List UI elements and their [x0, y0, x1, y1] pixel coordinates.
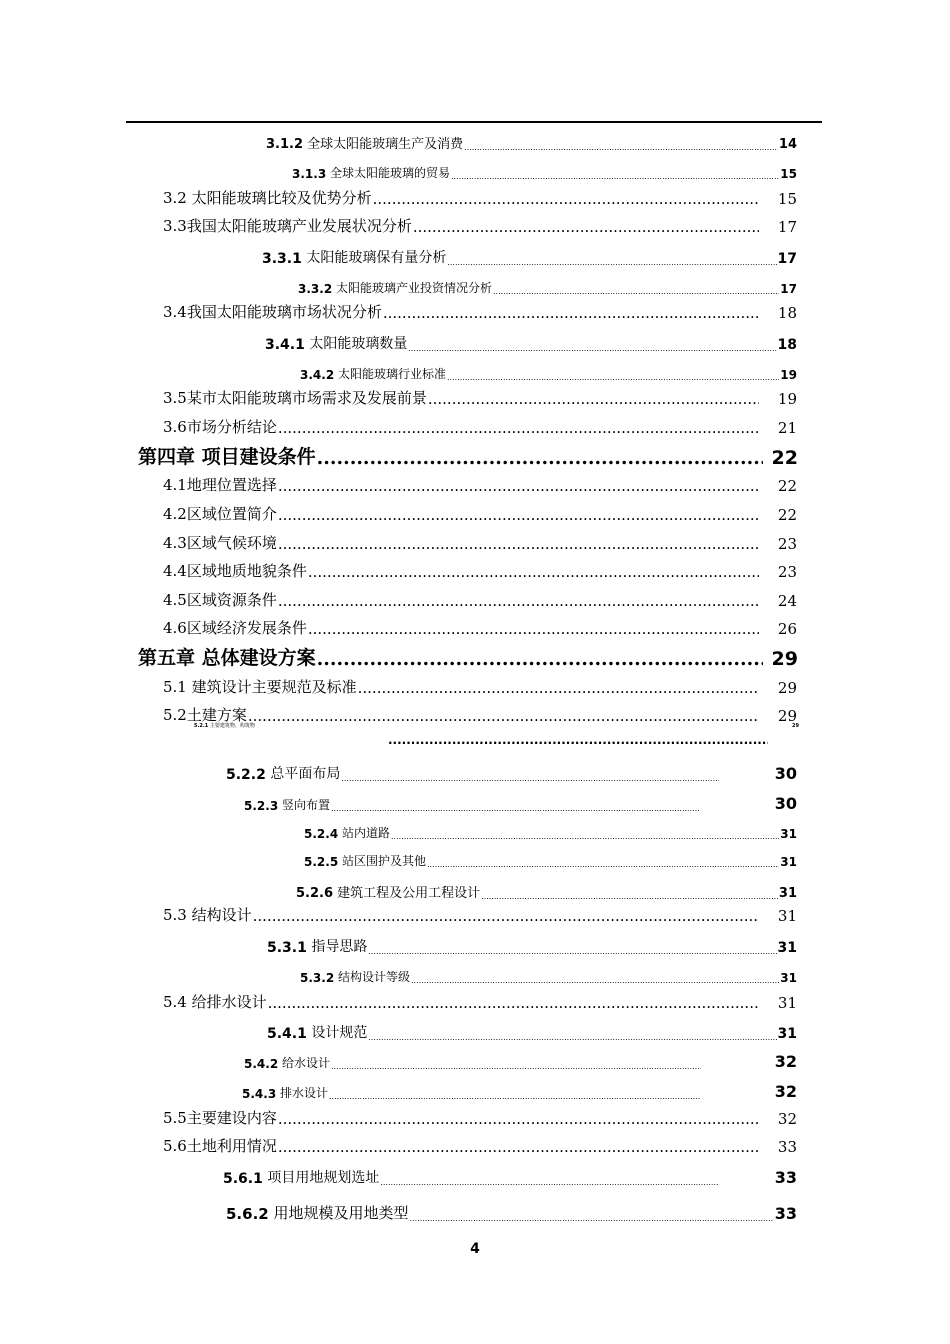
- toc-entry-title: 指导思路: [311, 939, 368, 955]
- toc-entry[interactable]: [163, 301, 797, 322]
- toc-leader: [447, 373, 779, 382]
- toc-entry-page: 15: [777, 190, 797, 208]
- toc-entry-page: 19: [777, 390, 797, 408]
- toc-entry-page: 31: [778, 886, 797, 901]
- toc-entry-number: 5.2.3: [244, 799, 279, 813]
- toc-entry-page: 26: [777, 620, 797, 638]
- toc-entry-number: 5.6.2: [226, 1205, 269, 1223]
- toc-leader: [413, 218, 759, 236]
- toc-entry-title: 4.3区域气候环境: [163, 534, 277, 552]
- toc-entry[interactable]: [163, 532, 797, 553]
- toc-entry[interactable]: [244, 794, 797, 813]
- toc-entry-title: 项目用地规划选址: [267, 1170, 380, 1186]
- toc-entry-title: 5.2土建方案: [163, 706, 247, 724]
- toc-entry[interactable]: [163, 1135, 797, 1156]
- toc-entry-title: 排水设计: [280, 1086, 329, 1100]
- toc-entry[interactable]: [163, 215, 797, 236]
- toc-entry-title: 5.4 给排水设计: [163, 993, 267, 1011]
- toc-entry[interactable]: [163, 991, 797, 1012]
- toc-leader: [411, 976, 779, 985]
- toc-entry-title: 3.2 太阳能玻璃比较及优势分析: [163, 189, 372, 207]
- toc-entry-small[interactable]: [194, 722, 799, 729]
- toc-entry-page: 22: [777, 506, 797, 524]
- toc-entry-page: 31: [780, 971, 797, 985]
- toc-leader: [278, 1110, 759, 1128]
- toc-entry-page: 30: [774, 764, 797, 783]
- toc-entry[interactable]: [262, 247, 797, 267]
- toc-chapter[interactable]: [138, 442, 798, 469]
- toc-entry-title: 建筑工程及公用工程设计: [337, 886, 481, 901]
- toc-entry[interactable]: [163, 904, 797, 925]
- toc-entry-number: 3.1.2: [266, 137, 304, 152]
- toc-entry-number: 3.3.1: [262, 251, 302, 267]
- toc-entry-number: 5.2.1: [194, 723, 209, 729]
- toc-entry-title: 总平面布局: [270, 766, 341, 782]
- toc-leader: [481, 892, 778, 901]
- toc-entry-page: 14: [778, 137, 797, 152]
- toc-entry-number: 3.3.2: [298, 282, 333, 296]
- toc-entry[interactable]: [242, 1082, 797, 1101]
- toc-entry-title: 5.5主要建设内容: [163, 1109, 277, 1127]
- toc-leader: [308, 563, 759, 581]
- toc-entry-page: 31: [780, 827, 797, 841]
- toc-leader: [317, 648, 763, 670]
- toc-entry[interactable]: [267, 936, 797, 956]
- toc-entry-number: 3.4.1: [265, 337, 305, 353]
- toc-entry-page: 31: [780, 855, 797, 869]
- toc-leader: [329, 1092, 701, 1101]
- toc-entry-title: 太阳能玻璃数量: [309, 336, 408, 352]
- toc-leader: [464, 143, 778, 152]
- toc-leader: [408, 344, 776, 353]
- toc-leader: [278, 477, 759, 495]
- toc-entry-page: 31: [777, 1026, 797, 1042]
- toc-entry[interactable]: [292, 164, 797, 181]
- toc-entry-page: 17: [780, 282, 797, 296]
- toc-entry[interactable]: [296, 882, 797, 901]
- toc-leader: [358, 679, 759, 697]
- toc-entry-number: 5.4.1: [267, 1026, 307, 1042]
- toc-entry-title: 太阳能玻璃行业标准: [338, 367, 447, 381]
- toc-leader: [308, 620, 759, 638]
- toc-entry-title: 5.1 建筑设计主要规范及标准: [163, 678, 357, 696]
- toc-entry-title: 4.4区域地质地貌条件: [163, 562, 307, 580]
- toc-chapter-page: 29: [771, 648, 798, 670]
- toc-entry-page: 33: [774, 1204, 797, 1223]
- toc-entry-page: 23: [777, 563, 797, 581]
- toc-entry-number: 5.6.1: [223, 1171, 263, 1187]
- toc-entry-page: 29: [777, 707, 797, 725]
- toc-entry[interactable]: [163, 676, 797, 697]
- toc-entry-page: 17: [777, 251, 797, 267]
- toc-entry-title: 太阳能玻璃保有量分析: [306, 250, 447, 266]
- toc-leader: [427, 860, 779, 869]
- toc-entry-number: 3.4.2: [300, 368, 335, 382]
- toc-entry-page: 18: [777, 337, 797, 353]
- toc-entry[interactable]: [163, 187, 797, 208]
- toc-entry-number: 5.2.6: [296, 886, 334, 901]
- toc-entry[interactable]: [267, 1022, 797, 1042]
- toc-entry-page: 33: [777, 1138, 797, 1156]
- toc-entry-title: 用地规模及用地类型: [273, 1204, 409, 1222]
- toc-entry-title: 4.5区域资源条件: [163, 591, 277, 609]
- toc-entry-title: 太阳能玻璃产业投资情况分析: [336, 281, 493, 295]
- toc-leader: [380, 1178, 718, 1187]
- toc-leader: [341, 774, 719, 783]
- toc-entry[interactable]: [163, 1107, 797, 1128]
- toc-entry-title: 设计规范: [311, 1025, 368, 1041]
- toc-leader: [451, 172, 779, 181]
- toc-entry-page: 21: [777, 419, 797, 437]
- toc-entry-page: 32: [774, 1052, 797, 1071]
- toc-chapter-page: 22: [771, 447, 798, 469]
- toc-chapter-title: 第四章 项目建设条件: [138, 446, 316, 468]
- toc-entry-page: 32: [777, 1110, 797, 1128]
- toc-chapter-title: 第五章 总体建设方案: [138, 647, 316, 669]
- toc-chapter[interactable]: [138, 643, 798, 670]
- toc-leader: [278, 1138, 759, 1156]
- toc-entry[interactable]: [300, 968, 797, 985]
- toc-entry-page: 33: [774, 1168, 797, 1187]
- toc-entry-number: 5.3.2: [300, 971, 335, 985]
- toc-entry-page: 32: [774, 1082, 797, 1101]
- toc-entry-number: 5.4.2: [244, 1057, 279, 1071]
- toc-entry-title: 3.3我国太阳能玻璃产业发展状况分析: [163, 217, 412, 235]
- toc-entry[interactable]: [163, 416, 797, 437]
- toc-entry-title: 4.1地理位置选择: [163, 476, 277, 494]
- toc-entry-title: 3.6市场分析结论: [163, 418, 277, 436]
- toc-entry-title: 竖向布置: [282, 798, 331, 812]
- toc-entry[interactable]: [163, 589, 797, 610]
- toc-entry-number: 5.2.4: [304, 827, 339, 841]
- toc-leader: [383, 304, 759, 322]
- toc-entry-page: 15: [780, 167, 797, 181]
- toc-leader: [278, 506, 759, 524]
- toc-entry-page: 19: [780, 368, 797, 382]
- toc-entry-title: 3.4我国太阳能玻璃市场状况分析: [163, 303, 382, 321]
- toc-entry[interactable]: [223, 1167, 797, 1187]
- toc-entry-title: 主要建筑物、构筑物: [209, 723, 255, 729]
- toc-entry-page: 31: [777, 940, 797, 956]
- toc-leader: [428, 390, 759, 408]
- toc-leader: [493, 287, 779, 296]
- toc-leader: [331, 1062, 701, 1071]
- toc-entry-page: 31: [777, 994, 797, 1012]
- toc-leader: [278, 419, 759, 437]
- toc-leader: [278, 592, 759, 610]
- toc-leader: [331, 804, 699, 813]
- toc-entry-title: 4.2区域位置简介: [163, 505, 277, 523]
- toc-leader: [447, 258, 776, 267]
- toc-entry[interactable]: [304, 824, 797, 841]
- toc-leader: [317, 447, 763, 469]
- toc-entry-title: 3.5某市太阳能玻璃市场需求及发展前景: [163, 389, 427, 407]
- toc-leader: [368, 1033, 776, 1042]
- toc-entry[interactable]: [163, 387, 797, 408]
- toc-entry[interactable]: [226, 1202, 797, 1223]
- toc-entry[interactable]: [163, 560, 797, 581]
- toc-entry[interactable]: [163, 503, 797, 524]
- toc-entry-page: 31: [777, 907, 797, 925]
- toc-entry[interactable]: [266, 133, 797, 152]
- toc-leader: [410, 1214, 774, 1223]
- toc-entry-title: 全球太阳能玻璃的贸易: [330, 166, 451, 180]
- toc-entry-page: 17: [777, 218, 797, 236]
- toc-entry-page: 29: [792, 723, 799, 729]
- header-rule: [126, 121, 822, 123]
- toc-entry-title: 4.6区域经济发展条件: [163, 619, 307, 637]
- toc-entry-number: 5.3.1: [267, 940, 307, 956]
- toc-entry-title: 站区围护及其他: [342, 854, 427, 868]
- toc-entry-number: 5.2.5: [304, 855, 339, 869]
- toc-leader: [253, 907, 759, 925]
- toc-entry-number: 5.4.3: [242, 1087, 277, 1101]
- toc-entry[interactable]: [265, 333, 797, 353]
- toc-entry-page: 23: [777, 535, 797, 553]
- toc-entry-title: 5.3 结构设计: [163, 906, 252, 924]
- toc-entry[interactable]: [298, 279, 797, 296]
- toc-entry-page: 18: [777, 304, 797, 322]
- toc-entry[interactable]: [163, 617, 797, 638]
- toc-entry-page: 29: [777, 679, 797, 697]
- toc-leader: [368, 947, 776, 956]
- toc-entry-page: 24: [777, 592, 797, 610]
- toc-entry[interactable]: [226, 763, 797, 783]
- toc-leader: [373, 190, 759, 208]
- toc-entry-title: 给水设计: [282, 1056, 331, 1070]
- toc-entry[interactable]: [163, 474, 797, 495]
- page-number: 4: [470, 1241, 480, 1257]
- toc-leader-continuation: [388, 733, 768, 747]
- toc-entry-title: 站内道路: [342, 826, 391, 840]
- toc-entry-page: 30: [774, 794, 797, 813]
- toc-entry-title: 结构设计等级: [338, 970, 411, 984]
- toc-leader: [278, 535, 759, 553]
- toc-entry[interactable]: [300, 365, 797, 382]
- toc-entry-page: 22: [777, 477, 797, 495]
- toc-entry-number: 5.2.2: [226, 767, 266, 783]
- toc-entry-number: 3.1.3: [292, 167, 327, 181]
- toc-entry[interactable]: [304, 852, 797, 869]
- toc-entry-title: 5.6土地利用情况: [163, 1137, 277, 1155]
- toc-leader: [268, 994, 759, 1012]
- toc-entry[interactable]: [244, 1052, 797, 1071]
- toc-leader: [391, 832, 779, 841]
- toc-entry-title: 全球太阳能玻璃生产及消费: [307, 137, 464, 152]
